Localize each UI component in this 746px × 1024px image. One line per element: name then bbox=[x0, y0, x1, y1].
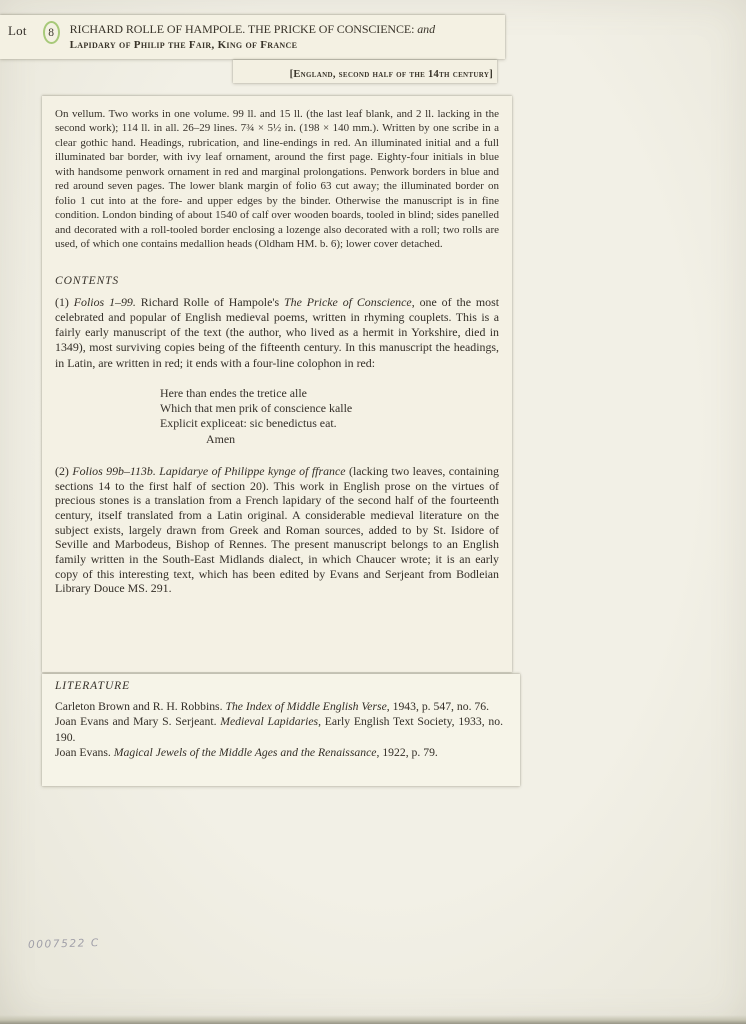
literature-entry: Joan Evans. Magical Jewels of the Middle Ages and the Renaissance, 1922, p. 79. bbox=[55, 746, 438, 760]
header-clipping bbox=[0, 15, 505, 59]
title-main-text: RICHARD ROLLE OF HAMPOLE. THE PRICKE OF CONSCIENCE: bbox=[69, 22, 415, 36]
lot-label: Lot bbox=[8, 23, 27, 38]
provenance-clipping bbox=[233, 60, 497, 83]
literature-entry: Carleton Brown and R. H. Robbins. The Index of Middle English Verse, 1943, p. 547, no. 76. bbox=[55, 700, 490, 713]
verse-line-amen: Amen bbox=[206, 431, 236, 446]
provenance-text: [England, second half of the 14th century] bbox=[289, 69, 493, 80]
lot-title-main bbox=[70, 22, 435, 37]
literature-entry: Joan Evans and Mary S. Serjeant. Medieval Lapidaries, Early English Text Society, 1933, no. 190. bbox=[55, 715, 503, 744]
contents-item-2: (2) Folios 99b–113b. Lapidarye of Philippe kynge of ffrance (lacking two leaves, containing sections 14 to the first half of section 20). This work in English prose on the virtues of precious stones is a translation from a French lapidary of the second half of the fourteenth century, itself translated from a Latin original. A considerable medieval literature on the subject exists, largely drawn from Greek and Roman sources, added to by St. Isidore of Seville and Marbodeus, Bishop of Rennes. The present manuscript belongs to an English family written in the South-East Midlands dialect, in which Chaucer wrote; it is an early copy of this interesting text, which has been edited by Evans and Serjeant from Bodleian Library Douce MS. 291. bbox=[55, 463, 499, 596]
colophon-verse bbox=[160, 386, 499, 447]
description-clipping bbox=[42, 96, 512, 672]
pencil-inventory-number: 0007522 C bbox=[27, 937, 100, 951]
lot-number: 8 bbox=[48, 26, 55, 39]
contents-heading: CONTENTS bbox=[55, 274, 120, 287]
lot-title-secondary: Lapidary of Philip the Fair, King of France bbox=[69, 39, 298, 51]
lot-number-circle bbox=[43, 21, 60, 44]
verse-line: Here than endes the tretice alle bbox=[160, 386, 307, 401]
scan-bottom-edge-shadow bbox=[0, 1015, 746, 1024]
literature-clipping bbox=[42, 674, 520, 786]
verse-line: Which that men prik of conscience kalle bbox=[160, 401, 353, 416]
title-conjunction: and bbox=[417, 22, 435, 36]
title-block bbox=[70, 20, 435, 51]
literature-heading: LITERATURE bbox=[55, 680, 131, 692]
verse-line: Explicit expliceat: sic benedictus eat. bbox=[160, 416, 337, 431]
physical-description: On vellum. Two works in one volume. 99 ll. and 15 ll. (the last leaf blank, and 2 ll. lacking in the second work); 114 ll. in all. 26–29 lines. 7¾ × 5½ in. (198 × 140 mm.). Written by one scribe in a clear gothic hand. Headings, rubrication, and line-endings in red. An illuminated initial and a full illuminated bar border, with ivy leaf ornament, around the first page. Eighty-four initials in blue with handsome penwork ornament in red and marginal prolongations. Penwork borders in blue and red around seven pages. The lower blank margin of folio 63 cut away; the illuminated border on folio 1 cut into at the fore- and upper edges by the binder. Otherwise the manuscript is in fine condition. London binding of about 1540 of calf over wooden boards, tooled in blind; sides panelled and decorated with a roll-tooled border enclosing a lozenge also decorated with a roll; two rolls are used, of which one contains medallion heads (Oldham HM. b. 6); lower cover detached. bbox=[55, 108, 499, 251]
contents-item-1: (1) Folios 1–99. Richard Rolle of Hampole's The Pricke of Conscience, one of the most celebrated and popular of English medieval poems, written in rhyming couplets. This is a fairly early manuscript of the text (the author, who lived as a hermit in Yorkshire, died in 1349), most surviving copies being of the fifteenth century. In this manuscript the headings, in Latin, are written in red; it ends with a four-line colophon in red: bbox=[55, 294, 500, 370]
